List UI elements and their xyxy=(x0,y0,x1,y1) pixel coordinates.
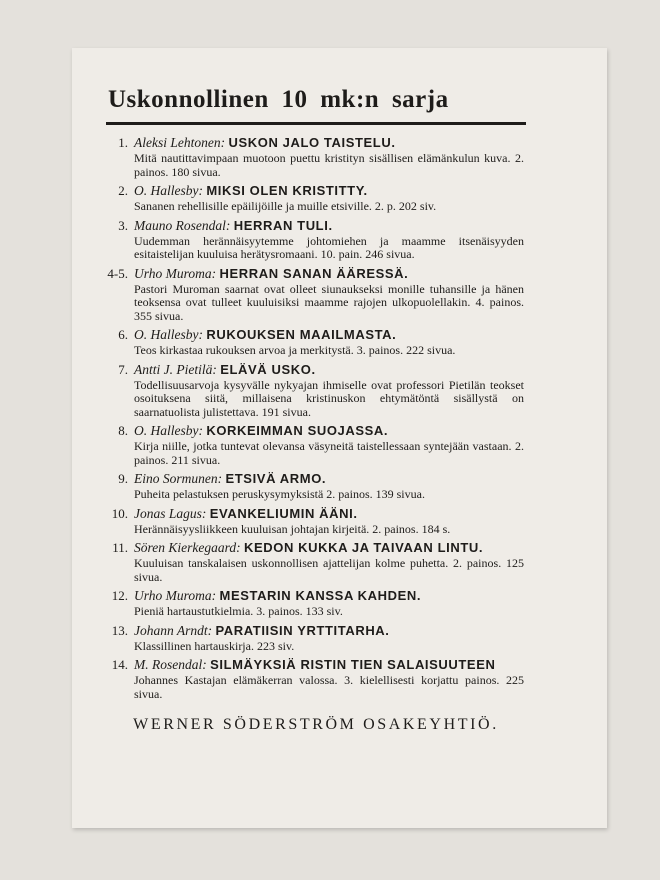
entry-heading xyxy=(134,326,528,344)
entry-author: Jonas Lagus: xyxy=(134,505,207,521)
title-underline xyxy=(106,122,526,125)
publisher-name: WERNER SÖDERSTRÖM OSAKEYHTIÖ. xyxy=(133,716,499,733)
entry-description: Kuuluisan tanskalaisen uskonnollisen ajattelijan kolme puhetta. 2. painos. 125 sivua. xyxy=(134,556,524,584)
entry-number: 14. xyxy=(111,657,128,672)
list-item xyxy=(98,422,528,467)
list-item xyxy=(98,539,528,584)
entry-description: Johannes Kastajan elämäkerran valossa. 3. kielellisesti korjattu painos. 225 sivua. xyxy=(134,673,524,701)
entry-book-title: HERRAN TULI. xyxy=(233,217,333,233)
entry-heading xyxy=(134,361,528,379)
entry-number: 13. xyxy=(111,622,128,638)
entry-description: Sananen rehellisille epäilijöille ja muille etsiville. 2. p. 202 siv. xyxy=(134,199,437,213)
entry-number: 1. xyxy=(118,135,128,150)
list-item xyxy=(98,217,528,262)
entry-book-title: HERRAN SANAN ÄÄRESSÄ. xyxy=(219,265,409,281)
entry-author: Johann Arndt: xyxy=(134,622,213,638)
entry-book-title: MIKSI OLEN KRISTITTY. xyxy=(206,183,368,198)
entry-author: Aleksi Lehtonen: xyxy=(134,135,226,150)
entry-heading xyxy=(134,182,528,200)
entry-book-title: ELÄVÄ USKO. xyxy=(220,361,316,377)
entry-author: O. Hallesby: xyxy=(134,423,203,438)
entry-heading xyxy=(134,656,528,674)
entry-number: 3. xyxy=(118,217,128,233)
entry-heading xyxy=(134,622,528,640)
list-item xyxy=(98,470,528,502)
book-list xyxy=(98,134,528,704)
entry-author: Sören Kierkegaard: xyxy=(134,540,241,555)
list-item xyxy=(98,587,528,619)
entry-number: 11. xyxy=(112,540,128,555)
entry-description: Puheita pelastuksen peruskysymyksistä 2. painos. 139 sivua. xyxy=(134,487,425,501)
entry-author: Antti J. Pietilä: xyxy=(134,361,217,377)
list-item xyxy=(98,505,528,537)
entry-number: 12. xyxy=(111,588,128,603)
list-item xyxy=(98,265,528,324)
entry-number: 2. xyxy=(118,183,128,198)
entry-book-title: USKON JALO TAISTELU. xyxy=(228,135,396,150)
entry-book-title: KEDON KUKKA JA TAIVAAN LINTU. xyxy=(243,540,484,555)
entry-description: Herännäisyysliikkeen kuuluisan johtajan kirjeitä. 2. painos. 184 s. xyxy=(134,521,451,536)
entry-number: 4-5. xyxy=(107,265,128,281)
series-title: Uskonnollinen 10 mk:n sarja xyxy=(108,86,449,113)
entry-number: 6. xyxy=(118,327,128,342)
entry-author: O. Hallesby: xyxy=(134,327,203,342)
entry-book-title: PARATIISIN YRTTITARHA. xyxy=(215,622,390,638)
entry-description: Teos kirkastaa rukouksen arvoa ja merkitystä. 3. painos. 222 sivua. xyxy=(134,343,456,357)
catalog-card xyxy=(72,48,607,828)
entry-description: Pieniä hartaustutkielmia. 3. painos. 133 siv. xyxy=(134,604,343,618)
entry-author: Urho Muroma: xyxy=(134,588,217,603)
entry-description: Uudemman herännäisyytemme johtomiehen ja maamme itsenäisyyden esitaistelijan kuuluisa herätysromaani. 10. pain. 246 sivua. xyxy=(134,233,524,261)
entry-heading xyxy=(134,217,528,235)
entry-description: Kirja niille, jotka tuntevat olevansa väsyneitä taistellessaan syntejään vastaan. 2. painos. 211 sivua. xyxy=(134,439,524,467)
entry-heading xyxy=(134,587,528,605)
entry-author: M. Rosendal: xyxy=(134,657,207,672)
entry-book-title: ETSIVÄ ARMO. xyxy=(225,471,327,486)
entry-number: 9. xyxy=(118,471,128,486)
entry-author: O. Hallesby: xyxy=(134,183,203,198)
entry-heading xyxy=(134,422,528,440)
entry-number: 7. xyxy=(118,361,128,377)
list-item xyxy=(98,134,528,179)
list-item xyxy=(98,326,528,358)
entry-number: 8. xyxy=(118,423,128,438)
entry-heading xyxy=(134,265,528,283)
list-item xyxy=(98,656,528,701)
entry-book-title: MESTARIN KANSSA KAHDEN. xyxy=(219,588,422,603)
entry-author: Eino Sormunen: xyxy=(134,471,223,486)
entry-book-title: RUKOUKSEN MAAILMASTA. xyxy=(206,327,397,342)
entry-book-title: KORKEIMMAN SUOJASSA. xyxy=(206,423,389,438)
entry-description: Todellisuusarvoja kysyvälle nykyajan ihmiselle ovat professori Pietilän teokset osoituksena siitä, millaisena kristinuskon ehtymätöntä sisällystä on saarnatuolista julistettava. 191 sivua. xyxy=(134,377,524,419)
entry-number: 10. xyxy=(111,505,128,521)
entry-heading xyxy=(134,134,528,152)
list-item xyxy=(98,622,528,654)
entry-description: Mitä nautittavimpaan muotoon puettu kristityn sisällisen elämänkulun kuva. 2. painos. 180 sivua. xyxy=(134,151,524,179)
entry-heading xyxy=(134,539,528,557)
entry-description: Pastori Muroman saarnat ovat olleet siunaukseksi monille tuhansille ja hänen teoksensa ovat tulleet kuuluisiksi maamme rajojen ulkopuolellakin. 4. painos. 355 sivua. xyxy=(134,281,524,323)
entry-heading xyxy=(134,470,528,488)
entry-book-title: SILMÄYKSIÄ RISTIN TIEN SALAISUUTEEN xyxy=(210,657,496,672)
entry-author: Mauno Rosendal: xyxy=(134,217,231,233)
entry-book-title: EVANKELIUMIN ÄÄNI. xyxy=(209,505,358,521)
list-item xyxy=(98,182,528,214)
list-item xyxy=(98,361,528,420)
entry-heading xyxy=(134,505,528,523)
entry-description: Klassillinen hartauskirja. 223 siv. xyxy=(134,638,295,653)
entry-author: Urho Muroma: xyxy=(134,265,217,281)
